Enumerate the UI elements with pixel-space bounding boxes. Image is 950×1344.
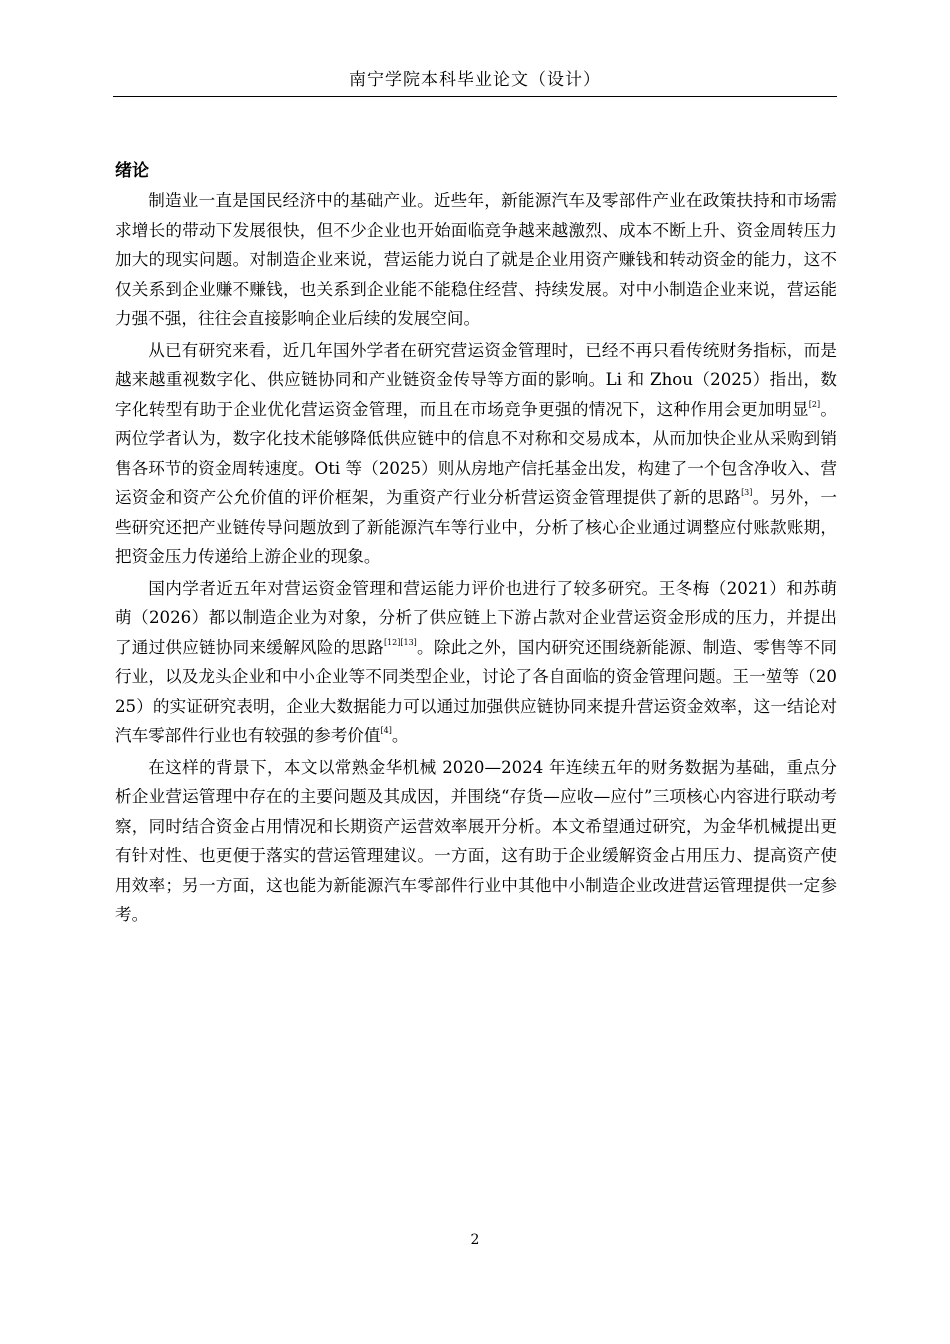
paragraph-foreign-research <box>115 336 837 572</box>
paragraph-text: 制造业一直是国民经济中的基础产业。近些年，新能源汽车及零部件产业在政策扶持和市场需求增长的带动下发展很快，但不少企业也开始面临竞争越来越激烈、成本不断上升、资金周转压力加大的现实问题。对制造企业来说，营运能力说白了就是企业用资产赚钱和转动资金的能力，这不仅关系到企业赚不赚钱，也关系到企业能不能稳住经营、持续发展。对中小制造企业来说，营运能力强不强，往往会直接影响企业后续的发展空间。 <box>115 191 837 328</box>
paragraph-domestic-research <box>115 574 837 751</box>
header-divider <box>113 96 837 97</box>
paragraph-text: 。除此之外，国内研究还围绕新能源、制造、零售等不同行业，以及龙头企业和中小企业等不同类型企业，讨论了各自面临的资金管理问题。王一堃等（2025）的实证研究表明，企业大数据能力可以通过加强供应链协同来提升营运资金效率，这一结论对汽车零部件行业也有较强的参考价值 <box>115 637 838 745</box>
citation-marker: [4] <box>380 726 392 735</box>
citation-marker: [12][13] <box>383 637 417 647</box>
paragraph-research-purpose <box>115 753 837 930</box>
paragraph-text: 。 <box>391 726 409 745</box>
paragraph-text: 。另外，一些研究还把产业链传导问题放到了新能源汽车等行业中，分析了核心企业通过调整应付账款账期，把资金压力传递给上游企业的现象。 <box>115 488 838 566</box>
paragraph-text: 国内学者近五年对营运资金管理和营运能力评价也进行了较多研究。王冬梅（2021）和苏萌萌（2026）都以制造企业为对象，分析了供应链上下游占款对企业营运资金形成的压力，并提出了通过供应链协同来缓解风险的思路 <box>115 578 837 657</box>
paragraph-text: 。两位学者认为，数字化技术能够降低供应链中的信息不对称和交易成本，从而加快企业从采购到销售各环节的资金周转速度。Oti 等（2025）则从房地产信托基金出发，构建了一个包含净收入、营运资金和资产公允价值的评价框架，为重资产行业分析营运资金管理提供了新的思路 <box>115 399 837 507</box>
paragraph-text: 从已有研究来看，近几年国外学者在研究营运资金管理时，已经不再只看传统财务指标，而是越来越重视数字化、供应链协同和产业链资金传导等方面的影响。Li 和 Zhou（2025）指出，数字化转型有助于企业优化营运资金管理，而且在市场竞争更强的情况下，这种作用会更加明显 <box>115 340 837 419</box>
citation-marker: [2] <box>808 399 821 409</box>
document-body <box>115 156 837 932</box>
page-number: 2 <box>470 1232 480 1248</box>
citation-marker: [3] <box>741 488 753 497</box>
paragraph-intro <box>115 186 837 334</box>
section-heading: 绪论 <box>115 161 149 181</box>
paragraph-text: 在这样的背景下，本文以常熟金华机械 2020—2024 年连续五年的财务数据为基础，重点分析企业营运管理中存在的主要问题及其成因，并围绕“存货—应收—应付”三项核心内容进行联动考察，同时结合资金占用情况和长期资产运营效率展开分析。本文希望通过研究，为金华机械提出更有针对性、也更便于落实的营运管理建议。一方面，这有助于企业缓解资金占用压力、提高资产使用效率；另一方面，这也能为新能源汽车零部件行业中其他中小制造企业改进营运管理提供一定参考。 <box>115 757 837 924</box>
page-header-title: 南宁学院本科毕业论文（设计） <box>349 70 601 90</box>
